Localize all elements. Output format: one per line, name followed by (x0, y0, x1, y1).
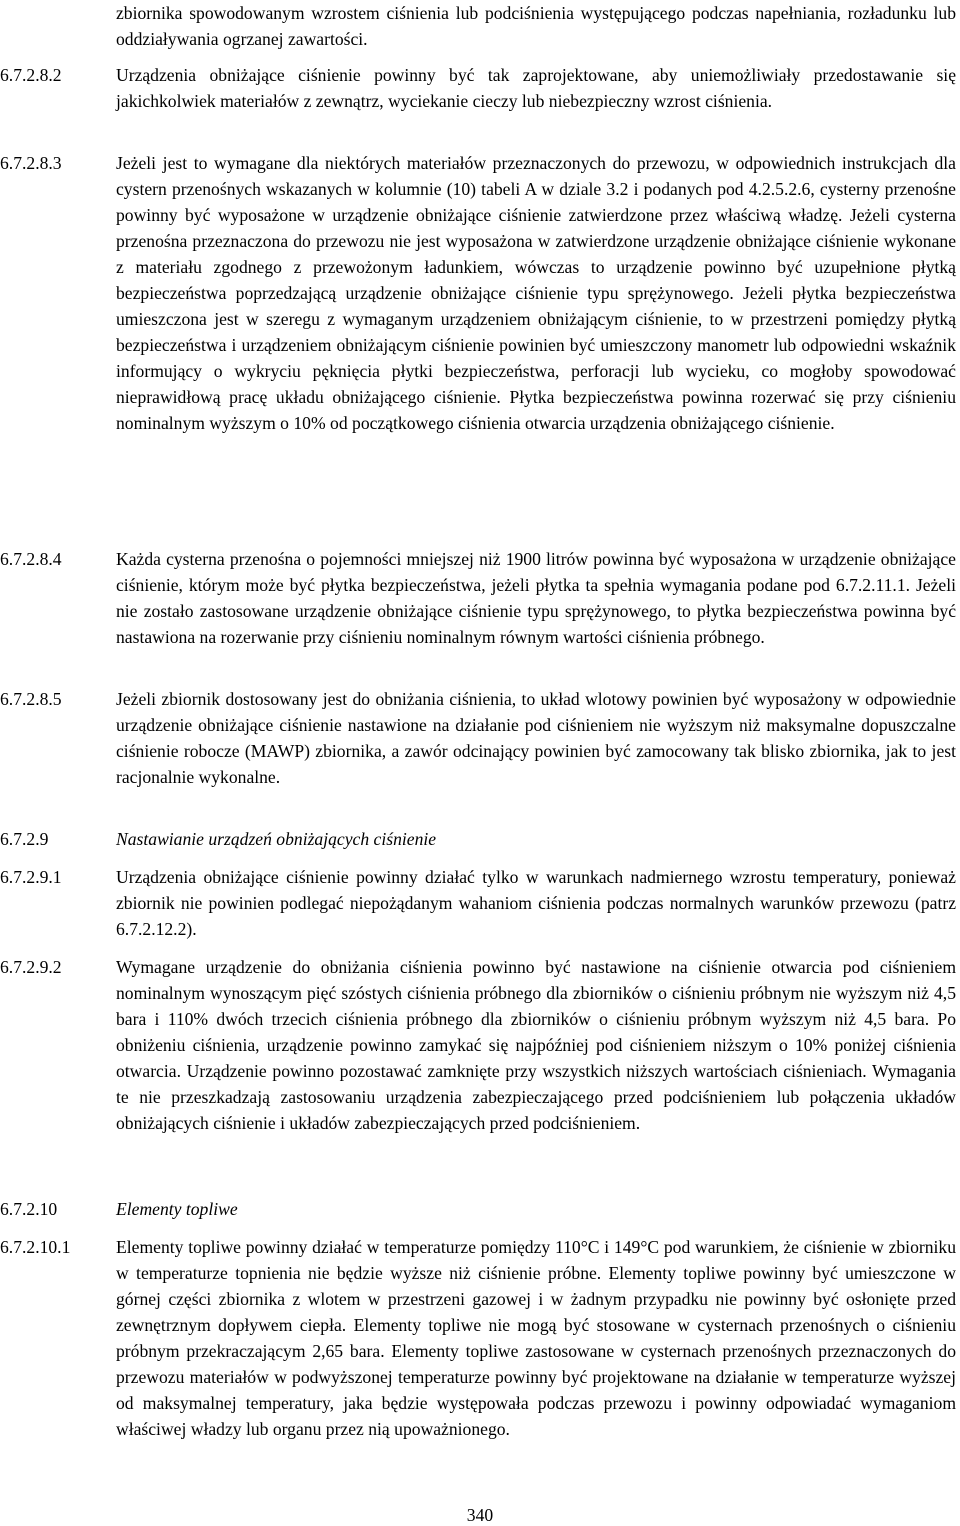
paragraph-6-7-2-8-3 (0, 150, 960, 436)
page-number: 340 (466, 1505, 494, 1525)
paragraph-6-7-2-8-2 (0, 62, 960, 114)
paragraph-number: 6.7.2.10.1 (0, 1237, 71, 1257)
paragraph-number: 6.7.2.9.2 (0, 957, 62, 977)
section-title: Elementy topliwe (116, 1199, 238, 1219)
paragraph-6-7-2-8-4 (0, 546, 960, 650)
paragraph-text: zbiornika spowodowanym wzrostem ciśnienia lub podciśnienia występującego podczas napełniania, rozładunku lub oddziaływania ogrzanej zawartości. (116, 3, 956, 49)
paragraph-text: Wymagane urządzenie do obniżania ciśnienia powinno być nastawione na ciśnienie otwarcia pod ciśnieniem nominalnym wynoszącym pięć szóstych ciśnienia próbnego dla zbiorników o ciśnieniu próbnym nie wyższym niż 4,5 bara i 110% dwóch trzecich ciśnienia próbnego dla zbiorników o ciśnieniu próbnym wyższym niż 4,5 bara. Po obniżeniu ciśnienia, urządzenie powinno zamykać się najpóźniej pod ciśnieniem niższym o 10% poniżej ciśnienia otwarcia. Urządzenie powinno pozostawać zamknięte przy wszystkich niższych wartościach ciśnieniach. Wymagania te nie przeszkadzają zastosowaniu urządzenia zabezpieczającego przed podciśnieniem lub połączenia układów obniżających ciśnienie i układów zabezpieczających przed podciśnieniem. (116, 957, 956, 1133)
section-title: Nastawianie urządzeń obniżających ciśnienie (116, 829, 437, 849)
paragraph-text: Urządzenia obniżające ciśnienie powinny działać tylko w warunkach nadmiernego wzrostu temperatury, ponieważ zbiornik nie powinien podlegać niepożądanym wahaniom ciśnienia podczas normalnych warunków przewozu (patrz 6.7.2.12.2). (116, 867, 956, 939)
paragraph-number: 6.7.2.8.4 (0, 549, 62, 569)
paragraph-number: 6.7.2.8.2 (0, 65, 62, 85)
paragraph-6-7-2-9-1 (0, 864, 960, 942)
paragraph-number: 6.7.2.8.3 (0, 153, 62, 173)
paragraph-text: Każda cysterna przenośna o pojemności mniejszej niż 1900 litrów powinna być wyposażona w urządzenie obniżające ciśnienie, którym może być płytka bezpieczeństwa, jeżeli płytka ta spełnia wymagania podane pod 6.7.2.11.1. Jeżeli nie zostało zastosowane urządzenie obniżające ciśnienie typu sprężynowego, to płytka bezpieczeństwa powinna być nastawiona na rozerwanie przy ciśnieniu nominalnym równym wartości ciśnienia próbnego. (116, 549, 956, 647)
paragraph-text: Urządzenia obniżające ciśnienie powinny być tak zaprojektowane, aby uniemożliwiały przedostawanie się jakichkolwiek materiałów z zewnątrz, wyciekanie cieczy lub niebezpieczny wzrost ciśnienia. (116, 65, 956, 111)
paragraph-6-7-2-10-1 (0, 1234, 960, 1442)
section-heading-6-7-2-9 (0, 826, 960, 852)
paragraph-number: 6.7.2.8.5 (0, 689, 62, 709)
paragraph-text: Elementy topliwe powinny działać w temperaturze pomiędzy 110°C i 149°C pod warunkiem, że ciśnienie w zbiorniku w temperaturze topnienia nie będzie wyższe niż ciśnienie próbne. Elementy topliwe powinny być umieszczone w górnej części zbiornika z wlotem w przestrzeni gazowej i w żadnym przypadku nie powinny być osłonięte przed zewnętrznym dopływem ciepła. Elementy topliwe nie mogą być stosowane w cysternach przenośnych o ciśnieniu próbnym przekraczającym 2,65 bara. Elementy topliwe zastosowane w cysternach przenośnych przeznaczonych do przewozu materiałów w podwyższonej temperaturze powinny być projektowane na działanie w temperaturze wyższej od maksymalnej temperatury, jaka będzie występowała podczas przewozu i powinny odpowiadać wymaganiom właściwej władzy lub organu przez nią upoważnionego. (116, 1237, 956, 1439)
paragraph-6-7-2-8-5 (0, 686, 960, 790)
paragraph-number: 6.7.2.9.1 (0, 867, 62, 887)
paragraph-continuation (0, 0, 960, 52)
paragraph-text: Jeżeli zbiornik dostosowany jest do obniżania ciśnienia, to układ wlotowy powinien być wyposażony w odpowiednie urządzenie obniżające ciśnienie nastawione na działanie pod ciśnieniem nie wyższym niż maksymalne dopuszczalne ciśnienie robocze (MAWP) zbiornika, a zawór odcinający powinien być zamocowany tak blisko zbiornika, jak to jest racjonalnie wykonalne. (116, 689, 956, 787)
paragraph-6-7-2-9-2 (0, 954, 960, 1136)
section-number: 6.7.2.10 (0, 1199, 58, 1219)
section-heading-6-7-2-10 (0, 1196, 960, 1222)
paragraph-text: Jeżeli jest to wymagane dla niektórych materiałów przeznaczonych do przewozu, w odpowiednich instrukcjach dla cystern przenośnych wskazanych w kolumnie (10) tabeli A w dziale 3.2 i podanych pod 4.2.5.2.6, cysterny przenośne powinny być wyposażone w urządzenie obniżające ciśnienie zatwierdzone przez właściwą władzę. Jeżeli cysterna przenośna przeznaczona do przewozu nie jest wyposażona w zatwierdzone urządzenie obniżające ciśnienie wykonane z materiału zgodnego z przewożonym ładunkiem, wówczas to urządzenie powinno być uzupełnione płytką bezpieczeństwa poprzedzającą urządzenie obniżające ciśnienie typu sprężynowego. Jeżeli płytka bezpieczeństwa umieszczona jest w szeregu z wymaganym urządzeniem obniżającym ciśnienie, to w przestrzeni pomiędzy płytką bezpieczeństwa i urządzeniem obniżającym ciśnienie powinien być umieszczony manometr lub odpowiedni wskaźnik informujący o wykryciu pęknięcia płytki bezpieczeństwa, perforacji lub wycieku, co mogłoby spowodować nieprawidłową pracę układu obniżającego ciśnienie. Płytka bezpieczeństwa powinna rozerwać się przy ciśnieniu nominalnym wyższym o 10% od początkowego ciśnienia otwarcia urządzenia obniżającego ciśnienie. (116, 153, 956, 433)
section-number: 6.7.2.9 (0, 829, 49, 849)
